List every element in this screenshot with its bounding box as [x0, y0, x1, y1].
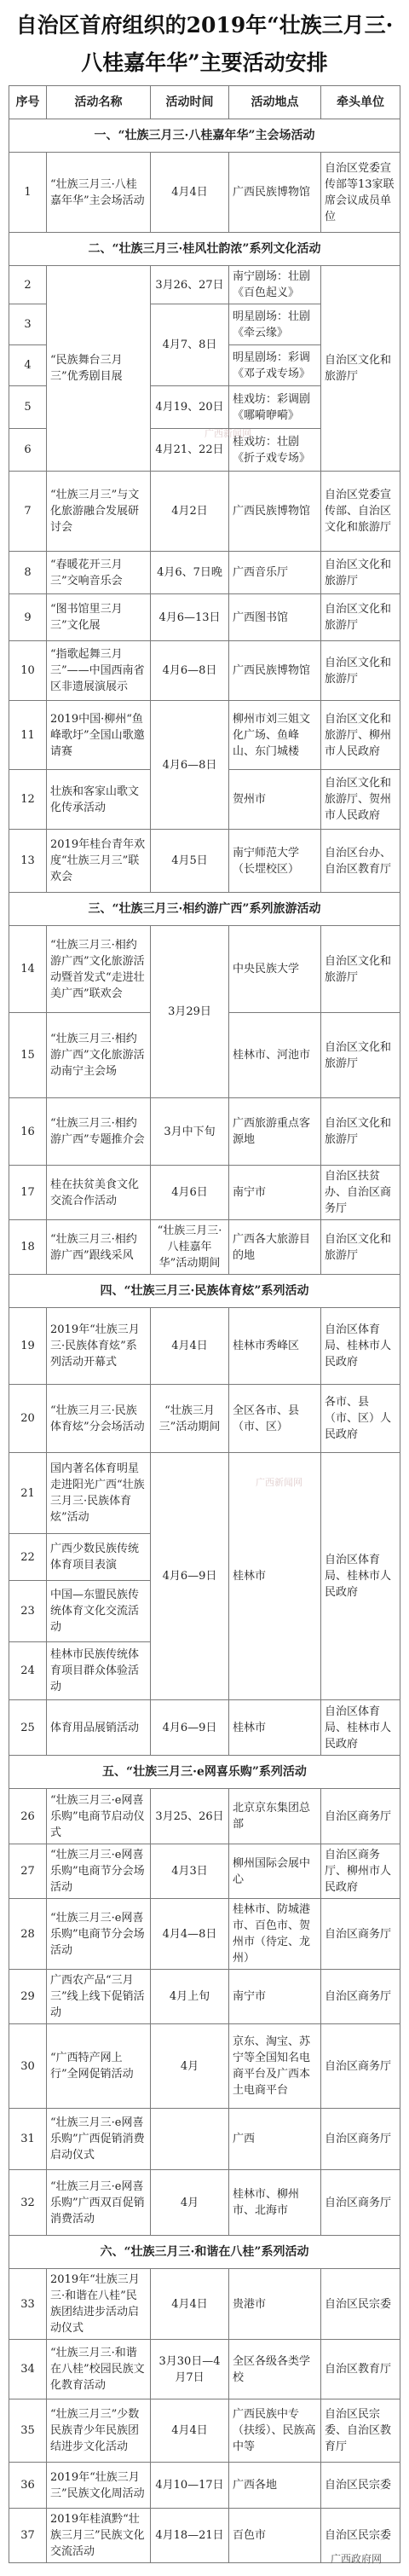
row-time: 4月 — [151, 2170, 229, 2236]
row-place: 广西图书馆 — [229, 594, 321, 641]
table-row — [9, 641, 400, 701]
table-row — [9, 472, 400, 552]
table-row — [9, 594, 400, 641]
header-place: 活动地点 — [229, 86, 321, 119]
row-no: 7 — [9, 472, 47, 552]
row-name: “图书馆里三月三”文化展 — [47, 594, 151, 641]
section-title: 二、“壮族三月三·桂风壮韵浓”系列文化活动 — [9, 233, 400, 266]
row-name: “壮族三月三·e网喜乐购”电商节启动仪式 — [47, 1789, 151, 1844]
row-name: 2019年桂台青年欢度“壮族三月三”联欢会 — [47, 830, 151, 893]
row-place: 广西民族博物馆 — [229, 472, 321, 552]
row-place: 南宁市 — [229, 1970, 321, 2024]
row-lead: 自治区文化和旅游厅 — [321, 552, 400, 594]
row-time: 4月21、22日 — [151, 429, 229, 472]
row-no: 32 — [9, 2170, 47, 2236]
row-name: “壮族三月三·和谐在八桂”校园民族文化教育活动 — [47, 2340, 151, 2399]
section-row — [9, 1275, 400, 1308]
row-time: 4月6、7日晚 — [151, 552, 229, 594]
row-lead: 自治区民宗委 — [321, 2509, 400, 2563]
row-time: 4月6—9日 — [151, 1453, 229, 1700]
section-title: 一、“壮族三月三·八桂嘉年华”主会场活动 — [9, 119, 400, 153]
section-row — [9, 1756, 400, 1789]
row-no: 14 — [9, 926, 47, 1013]
row-lead: 自治区教育厅 — [321, 2340, 400, 2399]
row-place: 柳州市刘三姐文化广场、鱼峰山、东门城楼 — [229, 701, 321, 770]
row-time: 4月4日 — [151, 2399, 229, 2463]
row-place: 广西民族博物馆 — [229, 153, 321, 233]
row-place: 柳州国际会展中心 — [229, 1844, 321, 1899]
row-place: 北京京东集团总部 — [229, 1789, 321, 1844]
row-name: “指歌起舞三月三”——中国西南省区非遗展演展示 — [47, 641, 151, 701]
row-name: “壮族三月三·相约游广西”跟线采风 — [47, 1220, 151, 1275]
row-no: 6 — [9, 429, 47, 472]
row-place: 桂戏坊：彩调剧《哪嗬咿嗬》 — [229, 386, 321, 429]
row-place: 南宁剧场：壮剧《百色起义》 — [229, 266, 321, 304]
row-no: 34 — [9, 2340, 47, 2399]
row-place: 明星剧场：壮剧《牵云缘》 — [229, 304, 321, 345]
row-lead: 自治区商务厅 — [321, 2024, 400, 2109]
row-no: 13 — [9, 830, 47, 893]
row-lead: 自治区商务厅 — [321, 1899, 400, 1970]
table-row — [9, 2269, 400, 2340]
row-lead: 自治区文化和旅游厅 — [321, 266, 400, 472]
row-lead: 自治区文化和旅游厅 — [321, 641, 400, 701]
row-lead: 自治区体育局、桂林市人民政府 — [321, 1700, 400, 1756]
row-no: 16 — [9, 1098, 47, 1166]
row-name: “广西特产网上行”全网促销活动 — [47, 2024, 151, 2109]
row-time: 4月19、20日 — [151, 386, 229, 429]
table-row — [9, 1700, 400, 1756]
row-no: 8 — [9, 552, 47, 594]
row-lead: 自治区体育局、桂林市人民政府 — [321, 1453, 400, 1700]
row-name: 广西少数民族传统体育项目表演 — [47, 1534, 151, 1581]
row-place: 桂林市、柳州市、北海市 — [229, 2170, 321, 2236]
row-lead: 自治区扶贫办、自治区商务厅 — [321, 1166, 400, 1220]
row-name: 2019年桂滇黔“壮族三月三”民族文化交流活动 — [47, 2509, 151, 2563]
row-place: 广西各地 — [229, 2463, 321, 2509]
row-time: 4月4日 — [151, 153, 229, 233]
row-name: 2019年“壮族三月三·和谐在八桂”民族团结进步活动启动仪式 — [47, 2269, 151, 2340]
row-name: 桂林市民族传统体育项目群众体验活动 — [47, 1642, 151, 1700]
row-place: 广西民族博物馆 — [229, 641, 321, 701]
row-place: 全区各市、县（市、区） — [229, 1385, 321, 1453]
activity-schedule-table — [9, 85, 400, 2563]
section-row — [9, 2236, 400, 2269]
table-row — [9, 926, 400, 1013]
row-place: 明星剧场：彩调《邓子戏专场》 — [229, 345, 321, 386]
table-row — [9, 2463, 400, 2509]
row-no: 15 — [9, 1013, 47, 1098]
row-time: 4月18—21日 — [151, 2509, 229, 2563]
row-name: 2019中国·柳州“鱼峰歌圩”全国山歌邀请赛 — [47, 701, 151, 770]
table-row — [9, 2170, 400, 2236]
table-row — [9, 1899, 400, 1970]
row-place: 广西音乐厅 — [229, 552, 321, 594]
row-name: 体育用品展销活动 — [47, 1700, 151, 1756]
document-title-line-2: 八桂嘉年华”主要活动安排 — [81, 50, 328, 75]
row-time: 4月4日 — [151, 2269, 229, 2340]
watermark: 广西新闻网 — [256, 1477, 302, 1488]
row-name: 2019年“壮族三月三”民族文化周活动 — [47, 2463, 151, 2509]
row-time: 4月 — [151, 2024, 229, 2109]
row-lead: 自治区商务厅 — [321, 2170, 400, 2236]
document-title-line-1: 自治区首府组织的2019年“壮族三月三· — [15, 13, 394, 38]
row-lead: 自治区民宗委 — [321, 2269, 400, 2340]
row-no: 4 — [9, 345, 47, 386]
table-row — [9, 2399, 400, 2463]
row-no: 27 — [9, 1844, 47, 1899]
row-no: 11 — [9, 701, 47, 770]
row-place: 桂林市 — [229, 1700, 321, 1756]
row-place: 桂林市、防城港市、百色市、贺州市（待定、龙州） — [229, 1899, 321, 1970]
row-no: 25 — [9, 1700, 47, 1756]
row-lead: 自治区文化和旅游厅 — [321, 1098, 400, 1166]
row-no: 18 — [9, 1220, 47, 1275]
row-lead: 自治区民宗委、自治区教育厅 — [321, 2399, 400, 2463]
row-time: “壮族三月三·八桂嘉年华”活动期间 — [151, 1220, 229, 1275]
header-time: 活动时间 — [151, 86, 229, 119]
row-lead: 各市、县（市、区）人民政府 — [321, 1385, 400, 1453]
table-row — [9, 1789, 400, 1844]
row-name: 国内著名体育明星走进阳光广西“壮族三月三·民族体育炫”活动 — [47, 1453, 151, 1534]
row-no: 2 — [9, 266, 47, 304]
section-title: 三、“壮族三月三·相约游广西”系列旅游活动 — [9, 893, 400, 926]
section-row — [9, 233, 400, 266]
table-row — [9, 1970, 400, 2024]
row-place: 广西旅游重点客源地 — [229, 1098, 321, 1166]
row-place: 桂林市秀峰区 — [229, 1308, 321, 1385]
row-no: 3 — [9, 304, 47, 345]
row-time: 4月6日 — [151, 1166, 229, 1220]
row-lead: 自治区文化和旅游厅 — [321, 1013, 400, 1098]
row-no: 21 — [9, 1453, 47, 1534]
watermark: 广西新闻网 — [204, 428, 251, 439]
row-time: 4月4日 — [151, 1308, 229, 1385]
row-time: 3月26、27日 — [151, 266, 229, 304]
table-row — [9, 266, 400, 304]
row-no: 9 — [9, 594, 47, 641]
row-name: “春暖花开三月三”交响音乐会 — [47, 552, 151, 594]
row-time: 4月7、8日 — [151, 304, 229, 386]
table-row — [9, 830, 400, 893]
row-time: 4月6—13日 — [151, 594, 229, 641]
row-name: “壮族三月三”与文化旅游融合发展研讨会 — [47, 472, 151, 552]
row-name: 2019年“壮族三月三·民族体育炫”系列活动开幕式 — [47, 1308, 151, 1385]
row-no: 5 — [9, 386, 47, 429]
row-name: 中国—东盟民族传统体育文化交流活动 — [47, 1581, 151, 1642]
row-time: 4月6—8日 — [151, 641, 229, 701]
row-name: “壮族三月三·八桂嘉年华”主会场活动 — [47, 153, 151, 233]
document-title — [0, 7, 409, 82]
row-name: “壮族三月三·e网喜乐购”电商节分会场活动 — [47, 1844, 151, 1899]
row-place: 桂戏坊：壮剧《折子戏专场》 — [229, 429, 321, 472]
header-lead: 牵头单位 — [321, 86, 400, 119]
row-no: 35 — [9, 2399, 47, 2463]
row-no: 31 — [9, 2109, 47, 2170]
row-time: 3月29日 — [151, 926, 229, 1098]
row-lead: 自治区商务厅 — [321, 2109, 400, 2170]
table-row — [9, 1308, 400, 1385]
header-no: 序号 — [9, 86, 47, 119]
row-time: 4月上旬 — [151, 1970, 229, 2024]
section-title: 四、“壮族三月三·民族体育炫”系列活动 — [9, 1275, 400, 1308]
row-no: 12 — [9, 770, 47, 830]
table-row — [9, 1453, 400, 1534]
row-no: 29 — [9, 1970, 47, 2024]
row-time: 3月25、26日 — [151, 1789, 229, 1844]
row-no: 24 — [9, 1642, 47, 1700]
row-place: 南宁师范大学（长堽校区） — [229, 830, 321, 893]
row-place: 百色市 — [229, 2509, 321, 2563]
row-place: 贺州市 — [229, 770, 321, 830]
table-row — [9, 1166, 400, 1220]
table-row — [9, 2340, 400, 2399]
row-time: 3月中下旬 — [151, 1098, 229, 1166]
row-name: 广西农产品“三月三”线上线下促销活动 — [47, 1970, 151, 2024]
row-lead: 自治区商务厅 — [321, 1789, 400, 1844]
row-name: 桂在扶贫美食文化交流合作活动 — [47, 1166, 151, 1220]
row-no: 20 — [9, 1385, 47, 1453]
row-lead: 自治区商务厅、柳州市人民政府 — [321, 1844, 400, 1899]
row-time: 4月3日 — [151, 1844, 229, 1899]
row-lead: 自治区台办、自治区教育厅 — [321, 830, 400, 893]
table-row — [9, 2109, 400, 2170]
row-name: “壮族三月三·相约游广西”专题推介会 — [47, 1098, 151, 1166]
row-name: 壮族和客家山歌文化传承活动 — [47, 770, 151, 830]
table-row — [9, 1098, 400, 1166]
section-row — [9, 893, 400, 926]
row-place: 南宁市 — [229, 1166, 321, 1220]
row-place: 桂林市 — [229, 1453, 321, 1700]
row-lead: 自治区商务厅 — [321, 1970, 400, 2024]
row-time: 4月5日 — [151, 830, 229, 893]
row-lead: 自治区文化和旅游厅 — [321, 1220, 400, 1275]
row-no: 28 — [9, 1899, 47, 1970]
row-name: “壮族三月三·e网喜乐购”电商节分会场活动 — [47, 1899, 151, 1970]
row-time: “壮族三月三”活动期间 — [151, 1385, 229, 1453]
row-no: 26 — [9, 1789, 47, 1844]
row-no: 33 — [9, 2269, 47, 2340]
row-time — [151, 2109, 229, 2170]
row-time: 4月4—8日 — [151, 1899, 229, 1970]
table-row — [9, 552, 400, 594]
row-time: 4月2日 — [151, 472, 229, 552]
table-header-row — [9, 86, 400, 119]
section-title: 五、“壮族三月三·e网喜乐购”系列活动 — [9, 1756, 400, 1789]
row-time: 4月6—9日 — [151, 1700, 229, 1756]
brand-logo-text: 广西政府网 — [331, 2553, 383, 2565]
row-no: 30 — [9, 2024, 47, 2109]
row-place: 全区各级各类学校 — [229, 2340, 321, 2399]
section-title: 六、“壮族三月三·和谐在八桂”系列活动 — [9, 2236, 400, 2269]
row-name: “壮族三月三·e网喜乐购”广西促销消费启动仪式 — [47, 2109, 151, 2170]
row-lead: 自治区文化和旅游厅 — [321, 926, 400, 1013]
row-lead: 自治区文化和旅游厅、柳州市人民政府 — [321, 701, 400, 770]
row-place: 京东、淘宝、苏宁等全国知名电商平台及广西本土电商平台 — [229, 2024, 321, 2109]
table-row — [9, 153, 400, 233]
row-name: “壮族三月三·民族体育炫”分会场活动 — [47, 1385, 151, 1453]
row-place: 广西 — [229, 2109, 321, 2170]
row-name: “壮族三月三”少数民族青少年民族团结进步文化活动 — [47, 2399, 151, 2463]
section-row — [9, 119, 400, 153]
table-row — [9, 2024, 400, 2109]
row-no: 23 — [9, 1581, 47, 1642]
row-name: “壮族三月三·相约游广西”文化旅游活动暨首发式“走进壮美广西”联欢会 — [47, 926, 151, 1013]
row-time: 4月10—17日 — [151, 2463, 229, 2509]
row-place: 贵港市 — [229, 2269, 321, 2340]
table-row — [9, 1844, 400, 1899]
table-row — [9, 1385, 400, 1453]
row-lead: 自治区文化和旅游厅、贺州市人民政府 — [321, 770, 400, 830]
table-row — [9, 701, 400, 770]
row-time: 4月6—8日 — [151, 701, 229, 830]
table-row — [9, 1220, 400, 1275]
row-place: 中央民族大学 — [229, 926, 321, 1013]
row-lead: 自治区党委宣传部、自治区文化和旅游厅 — [321, 472, 400, 552]
row-lead: 自治区体育局、桂林市人民政府 — [321, 1308, 400, 1385]
row-time: 3月30日—4月7日 — [151, 2340, 229, 2399]
row-no: 37 — [9, 2509, 47, 2563]
row-name: “民族舞台三月三”优秀剧目展 — [47, 266, 151, 472]
row-no: 1 — [9, 153, 47, 233]
row-name: “壮族三月三·相约游广西”文化旅游活动南宁主会场 — [47, 1013, 151, 1098]
row-place: 广西各大旅游目的地 — [229, 1220, 321, 1275]
row-no: 10 — [9, 641, 47, 701]
row-no: 22 — [9, 1534, 47, 1581]
row-no: 36 — [9, 2463, 47, 2509]
row-lead: 自治区民宗委 — [321, 2463, 400, 2509]
row-name: “壮族三月三·e网喜乐购”广西双百促销消费活动 — [47, 2170, 151, 2236]
row-no: 17 — [9, 1166, 47, 1220]
row-lead: 自治区文化和旅游厅 — [321, 594, 400, 641]
row-place: 广西民族中专（扶绥）、民族高中等 — [229, 2399, 321, 2463]
row-lead: 自治区党委宣传部等13家联席会议成员单位 — [321, 153, 400, 233]
header-name: 活动名称 — [47, 86, 151, 119]
row-no: 19 — [9, 1308, 47, 1385]
row-place: 桂林市、河池市 — [229, 1013, 321, 1098]
